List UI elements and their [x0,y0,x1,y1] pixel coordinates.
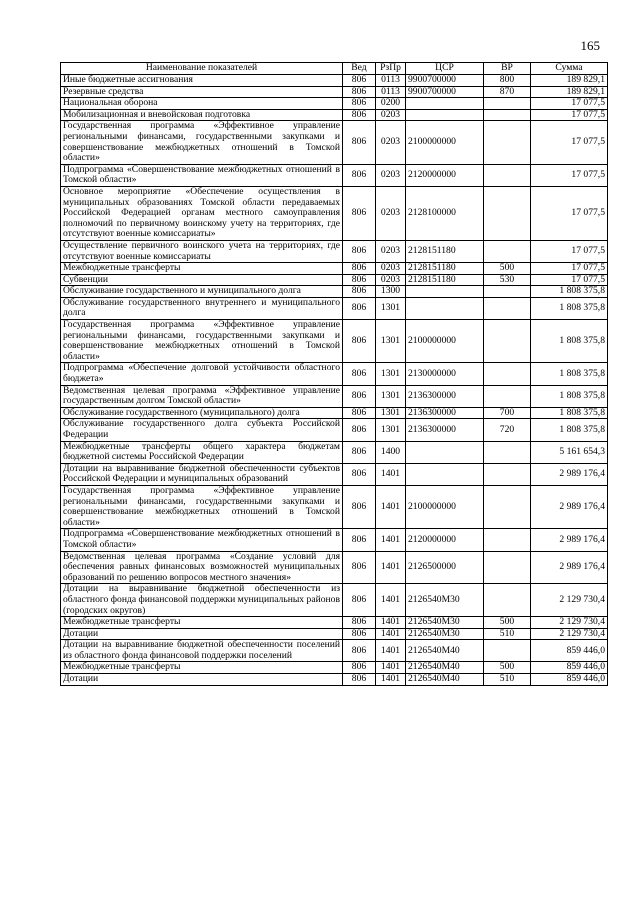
cell-ved: 806 [343,584,376,617]
table-body [61,75,608,686]
cell-ved: 806 [343,109,376,121]
cell-vr: 510 [484,674,531,686]
cell-rzpr: 1301 [376,385,406,407]
cell-name: Подпрограмма «Обеспечение долговой устойчивости областного бюджета» [61,363,343,385]
table-row [61,628,608,640]
cell-vr [484,385,531,407]
cell-name: Государственная программа «Эффективное управление региональными финансами, государственными закупками и совершенствование межбюджетных отношений в Томской области» [61,320,343,363]
table-row [61,75,608,87]
cell-csr: 2128151180 [406,240,484,262]
cell-csr: 9900700000 [406,86,484,98]
cell-name: Обслуживание государственного и муниципального долга [61,286,343,298]
table-row [61,320,608,363]
cell-sum: 189 829,1 [531,75,608,87]
cell-ved: 806 [343,640,376,662]
cell-csr: 2100000000 [406,121,484,164]
cell-csr: 2126540М30 [406,617,484,629]
cell-sum: 2 989 176,4 [531,551,608,584]
table-row [61,86,608,98]
cell-rzpr: 1401 [376,485,406,528]
cell-rzpr: 1401 [376,551,406,584]
cell-rzpr: 1300 [376,286,406,298]
cell-csr: 2126500000 [406,551,484,584]
cell-csr [406,463,484,485]
cell-sum: 17 077,5 [531,98,608,110]
cell-vr: 500 [484,263,531,275]
cell-ved: 806 [343,320,376,363]
cell-name: Межбюджетные трансферты [61,662,343,674]
cell-csr: 2136300000 [406,385,484,407]
cell-ved: 806 [343,551,376,584]
cell-ved: 806 [343,385,376,407]
table-row [61,186,608,240]
table-row [61,164,608,186]
cell-ved: 806 [343,286,376,298]
cell-rzpr: 1401 [376,584,406,617]
cell-sum: 17 077,5 [531,164,608,186]
table-row [61,551,608,584]
cell-rzpr: 1401 [376,617,406,629]
cell-csr [406,297,484,319]
cell-vr [484,109,531,121]
cell-vr [484,640,531,662]
table-row [61,407,608,419]
cell-ved: 806 [343,121,376,164]
cell-csr [406,109,484,121]
cell-ved: 806 [343,75,376,87]
cell-csr: 2126540М40 [406,662,484,674]
header-ved: Вед [343,63,376,75]
table-row [61,274,608,286]
cell-name: Осуществление первичного воинского учета на территориях, где отсутствуют военные комиссариаты [61,240,343,262]
cell-sum: 1 808 375,8 [531,363,608,385]
cell-sum: 5 161 654,3 [531,441,608,463]
cell-vr [484,186,531,240]
table-row [61,674,608,686]
cell-sum: 17 077,5 [531,263,608,275]
cell-rzpr: 0203 [376,109,406,121]
table-row [61,662,608,674]
cell-sum: 17 077,5 [531,274,608,286]
cell-vr: 700 [484,407,531,419]
cell-sum: 189 829,1 [531,86,608,98]
table-row [61,640,608,662]
cell-csr: 2128151180 [406,263,484,275]
cell-name: Межбюджетные трансферты [61,617,343,629]
cell-csr [406,98,484,110]
cell-sum: 2 989 176,4 [531,463,608,485]
cell-csr: 2136300000 [406,407,484,419]
cell-rzpr: 1400 [376,441,406,463]
table-row [61,441,608,463]
table-row [61,419,608,441]
table-row [61,363,608,385]
cell-sum: 2 989 176,4 [531,485,608,528]
cell-ved: 806 [343,419,376,441]
cell-vr [484,529,531,551]
cell-rzpr: 1301 [376,320,406,363]
cell-rzpr: 1301 [376,363,406,385]
table-row [61,286,608,298]
cell-rzpr: 1401 [376,463,406,485]
cell-vr [484,441,531,463]
cell-rzpr: 1401 [376,640,406,662]
cell-rzpr: 1301 [376,419,406,441]
cell-vr [484,240,531,262]
cell-rzpr: 0113 [376,75,406,87]
cell-rzpr: 0200 [376,98,406,110]
table-row [61,485,608,528]
cell-vr [484,164,531,186]
budget-table [60,62,608,686]
cell-name: Субвенции [61,274,343,286]
cell-vr [484,98,531,110]
cell-csr: 2100000000 [406,485,484,528]
cell-ved: 806 [343,297,376,319]
cell-vr [484,297,531,319]
header-rzpr: РзПр [376,63,406,75]
cell-csr: 2126540М40 [406,674,484,686]
cell-name: Дотации [61,674,343,686]
cell-csr: 2128100000 [406,186,484,240]
cell-vr [484,320,531,363]
header-name: Наименование показателей [61,63,343,75]
cell-vr: 870 [484,86,531,98]
cell-sum: 859 446,0 [531,662,608,674]
cell-csr: 2128151180 [406,274,484,286]
cell-csr: 2136300000 [406,419,484,441]
cell-sum: 1 808 375,8 [531,419,608,441]
cell-csr: 2130000000 [406,363,484,385]
table-row [61,463,608,485]
cell-sum: 17 077,5 [531,240,608,262]
cell-ved: 806 [343,186,376,240]
cell-vr: 720 [484,419,531,441]
table-row [61,617,608,629]
cell-rzpr: 1401 [376,628,406,640]
table-row [61,297,608,319]
cell-rzpr: 1301 [376,407,406,419]
cell-name: Межбюджетные трансферты общего характера бюджетам бюджетной системы Российской Федерации [61,441,343,463]
cell-vr [484,286,531,298]
cell-name: Национальная оборона [61,98,343,110]
header-vr: ВР [484,63,531,75]
cell-csr: 9900700000 [406,75,484,87]
cell-sum: 1 808 375,8 [531,407,608,419]
cell-csr: 2126540М30 [406,628,484,640]
cell-ved: 806 [343,628,376,640]
cell-ved: 806 [343,274,376,286]
cell-rzpr: 1401 [376,662,406,674]
header-row [61,63,608,75]
cell-vr: 800 [484,75,531,87]
cell-ved: 806 [343,263,376,275]
cell-name: Обслуживание государственного внутреннего и муниципального долга [61,297,343,319]
cell-sum: 2 129 730,4 [531,584,608,617]
header-csr: ЦСР [406,63,484,75]
cell-sum: 1 808 375,8 [531,297,608,319]
cell-sum: 1 808 375,8 [531,320,608,363]
cell-name: Обслуживание государственного долга субъекта Российской Федерации [61,419,343,441]
cell-sum: 859 446,0 [531,640,608,662]
cell-csr [406,286,484,298]
cell-rzpr: 0203 [376,263,406,275]
cell-name: Государственная программа «Эффективное управление региональными финансами, государственными закупками и совершенствование межбюджетных отношений в Томской области» [61,485,343,528]
cell-name: Обслуживание государственного (муниципального) долга [61,407,343,419]
cell-ved: 806 [343,441,376,463]
cell-csr [406,441,484,463]
cell-rzpr: 0203 [376,164,406,186]
cell-name: Основное мероприятие «Обеспечение осуществления в муниципальных образованиях Томской области передаваемых Российской Федерацией органам местного самоуправления полномочий по первичному воинскому учету на территориях, где отсутствуют военные комиссариаты» [61,186,343,240]
cell-name: Межбюджетные трансферты [61,263,343,275]
cell-vr [484,551,531,584]
cell-rzpr: 0203 [376,121,406,164]
cell-name: Государственная программа «Эффективное управление региональными финансами, государственными закупками и совершенствование межбюджетных отношений в Томской области» [61,121,343,164]
cell-name: Дотации на выравнивание бюджетной обеспеченности поселений из областного фонда финансовой поддержки поселений [61,640,343,662]
cell-ved: 806 [343,363,376,385]
cell-ved: 806 [343,240,376,262]
cell-sum: 859 446,0 [531,674,608,686]
cell-vr [484,121,531,164]
cell-ved: 806 [343,662,376,674]
cell-csr: 2126540М30 [406,584,484,617]
cell-name: Подпрограмма «Совершенствование межбюджетных отношений в Томской области» [61,164,343,186]
cell-ved: 806 [343,674,376,686]
cell-name: Дотации на выравнивание бюджетной обеспеченности из областного фонда финансовой поддержки муниципальных районов (городских округов) [61,584,343,617]
cell-ved: 806 [343,485,376,528]
table-row [61,109,608,121]
table-row [61,263,608,275]
table-row [61,385,608,407]
cell-rzpr: 1401 [376,529,406,551]
cell-vr: 500 [484,617,531,629]
cell-ved: 806 [343,529,376,551]
cell-rzpr: 1301 [376,297,406,319]
cell-csr: 2126540М40 [406,640,484,662]
cell-sum: 17 077,5 [531,121,608,164]
cell-name: Подпрограмма «Совершенствование межбюджетных отношений в Томской области» [61,529,343,551]
cell-vr [484,363,531,385]
cell-sum: 2 129 730,4 [531,628,608,640]
cell-rzpr: 0203 [376,274,406,286]
cell-ved: 806 [343,407,376,419]
cell-sum: 17 077,5 [531,186,608,240]
cell-rzpr: 1401 [376,674,406,686]
header-sum: Сумма [531,63,608,75]
cell-ved: 806 [343,98,376,110]
cell-sum: 1 808 375,8 [531,286,608,298]
cell-ved: 806 [343,617,376,629]
cell-name: Ведомственная целевая программа «Эффективное управление государственным долгом Томской области» [61,385,343,407]
cell-vr [484,485,531,528]
cell-vr: 500 [484,662,531,674]
cell-rzpr: 0203 [376,240,406,262]
page-number: 165 [580,38,600,53]
cell-sum: 1 808 375,8 [531,385,608,407]
cell-name: Ведомственная целевая программа «Создание условий для обеспечения равных финансовых возможностей муниципальных образований по решению вопросов местного значения» [61,551,343,584]
cell-name: Дотации [61,628,343,640]
table-row [61,529,608,551]
cell-name: Иные бюджетные ассигнования [61,75,343,87]
cell-vr: 510 [484,628,531,640]
cell-sum: 2 989 176,4 [531,529,608,551]
cell-vr [484,463,531,485]
cell-rzpr: 0203 [376,186,406,240]
cell-vr [484,584,531,617]
table-row [61,240,608,262]
cell-name: Мобилизационная и вневойсковая подготовка [61,109,343,121]
cell-ved: 806 [343,164,376,186]
cell-csr: 2120000000 [406,164,484,186]
cell-ved: 806 [343,86,376,98]
cell-sum: 2 129 730,4 [531,617,608,629]
table-row [61,121,608,164]
cell-sum: 17 077,5 [531,109,608,121]
cell-name: Дотации на выравнивание бюджетной обеспеченности субъектов Российской Федерации и муниципальных образований [61,463,343,485]
cell-ved: 806 [343,463,376,485]
cell-rzpr: 0113 [376,86,406,98]
cell-name: Резервные средства [61,86,343,98]
table-row [61,584,608,617]
table-row [61,98,608,110]
cell-csr: 2120000000 [406,529,484,551]
cell-csr: 2100000000 [406,320,484,363]
cell-vr: 530 [484,274,531,286]
